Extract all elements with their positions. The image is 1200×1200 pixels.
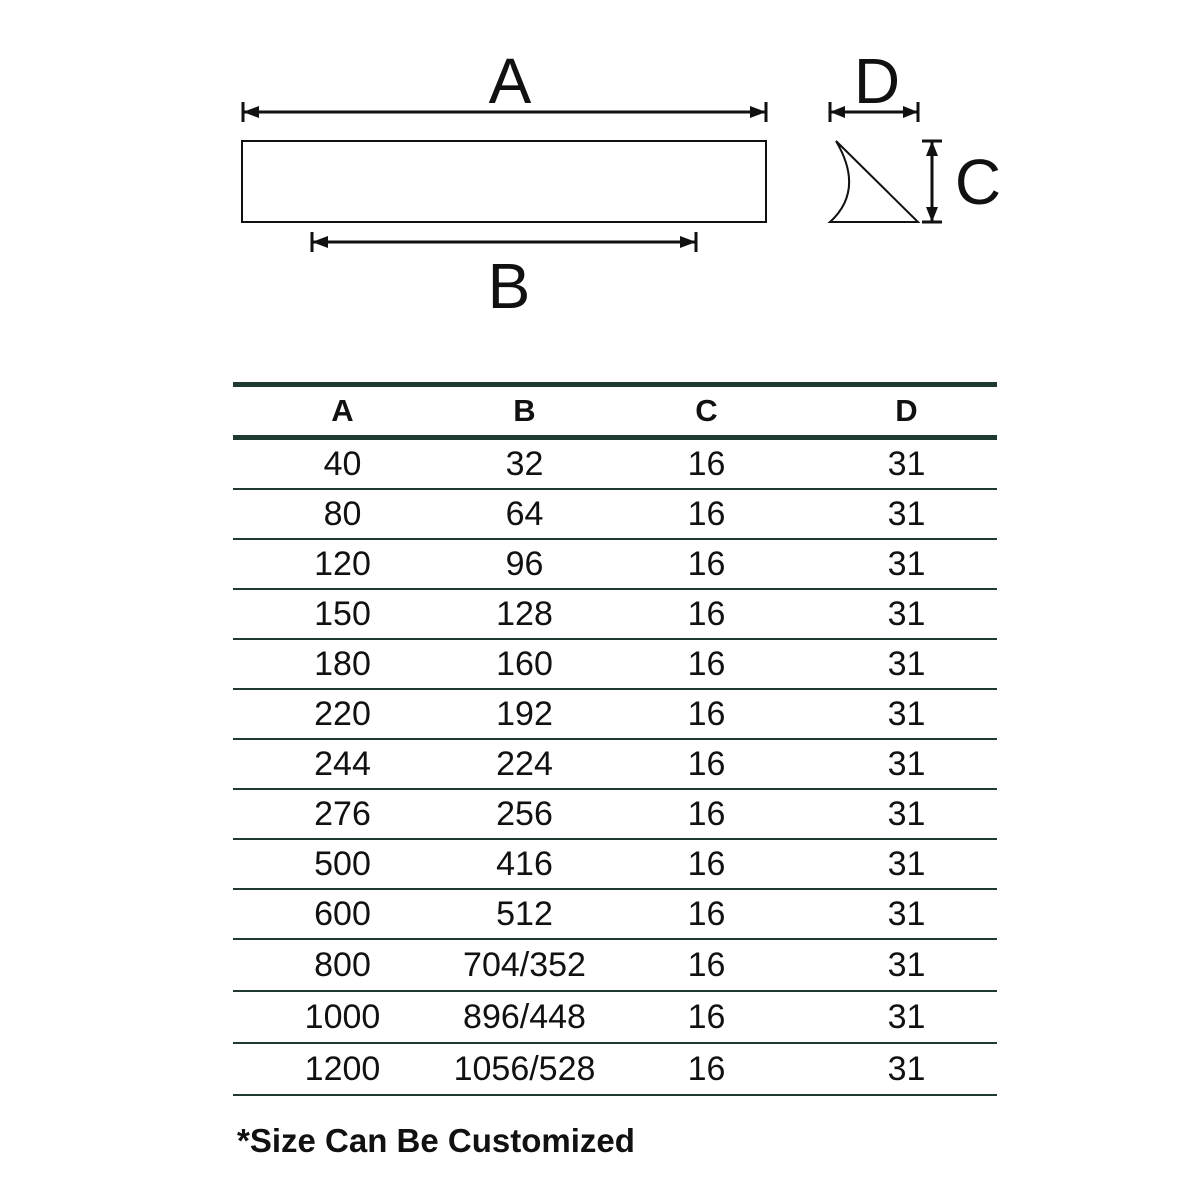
table-row bbox=[233, 889, 997, 939]
cell-c: 16 bbox=[687, 694, 726, 733]
cell-c: 16 bbox=[687, 494, 726, 533]
customization-note: *Size Can Be Customized bbox=[237, 1122, 635, 1159]
cell-c: 16 bbox=[687, 1049, 726, 1088]
cell-b: 416 bbox=[496, 844, 553, 883]
table-row bbox=[233, 839, 997, 889]
cell-a: 276 bbox=[314, 794, 371, 833]
cell-a: 1000 bbox=[304, 997, 381, 1036]
handle-front-outline bbox=[242, 141, 766, 222]
handle-side-profile bbox=[830, 141, 918, 222]
cell-d: 31 bbox=[887, 494, 926, 533]
dimension-b bbox=[312, 232, 696, 322]
cell-b: 192 bbox=[496, 694, 553, 733]
cell-c: 16 bbox=[687, 644, 726, 683]
cell-a: 244 bbox=[314, 744, 371, 783]
dimension-diagram bbox=[0, 0, 1200, 340]
header-d: D bbox=[895, 393, 918, 428]
table-row bbox=[233, 539, 997, 589]
dimension-c bbox=[922, 141, 1001, 222]
label-a: A bbox=[488, 45, 532, 117]
cell-d: 31 bbox=[887, 544, 926, 583]
cell-b: 224 bbox=[496, 744, 553, 783]
cell-c: 16 bbox=[687, 997, 726, 1036]
dimension-a bbox=[243, 45, 766, 122]
table-row bbox=[233, 438, 997, 490]
cell-c: 16 bbox=[687, 844, 726, 883]
cell-c: 16 bbox=[687, 744, 726, 783]
cell-a: 1200 bbox=[304, 1049, 381, 1088]
table-row bbox=[233, 939, 997, 991]
table-row bbox=[233, 991, 997, 1043]
label-c: C bbox=[954, 146, 1002, 218]
size-specification-table bbox=[233, 382, 997, 1096]
table-row bbox=[233, 789, 997, 839]
table-row bbox=[233, 1043, 997, 1095]
cell-a: 80 bbox=[323, 494, 362, 533]
cell-a: 40 bbox=[323, 444, 362, 483]
cell-b: 512 bbox=[496, 894, 553, 933]
cell-a: 120 bbox=[314, 544, 371, 583]
cell-b: 32 bbox=[505, 444, 544, 483]
cell-d: 31 bbox=[887, 894, 926, 933]
cell-c: 16 bbox=[687, 894, 726, 933]
table-row bbox=[233, 739, 997, 789]
cell-d: 31 bbox=[887, 945, 926, 984]
cell-d: 31 bbox=[887, 444, 926, 483]
cell-c: 16 bbox=[687, 594, 726, 633]
cell-c: 16 bbox=[687, 945, 726, 984]
cell-b: 64 bbox=[505, 494, 544, 533]
cell-d: 31 bbox=[887, 644, 926, 683]
table-row bbox=[233, 689, 997, 739]
table-row bbox=[233, 589, 997, 639]
cell-d: 31 bbox=[887, 594, 926, 633]
header-c: C bbox=[695, 393, 718, 428]
cell-d: 31 bbox=[887, 844, 926, 883]
cell-d: 31 bbox=[887, 694, 926, 733]
cell-b: 704/352 bbox=[463, 945, 586, 984]
cell-a: 800 bbox=[314, 945, 371, 984]
label-b: B bbox=[487, 250, 531, 322]
label-d: D bbox=[853, 45, 901, 117]
cell-d: 31 bbox=[887, 1049, 926, 1088]
header-b: B bbox=[513, 393, 536, 428]
table-row bbox=[233, 489, 997, 539]
table-row bbox=[233, 639, 997, 689]
cell-c: 16 bbox=[687, 444, 726, 483]
cell-b: 256 bbox=[496, 794, 553, 833]
cell-b: 1056/528 bbox=[453, 1049, 596, 1088]
dimension-d bbox=[830, 45, 918, 122]
header-a: A bbox=[331, 393, 354, 428]
cell-b: 896/448 bbox=[463, 997, 586, 1036]
cell-a: 500 bbox=[314, 844, 371, 883]
cell-d: 31 bbox=[887, 744, 926, 783]
cell-a: 180 bbox=[314, 644, 371, 683]
cell-c: 16 bbox=[687, 794, 726, 833]
cell-b: 96 bbox=[505, 544, 544, 583]
cell-b: 128 bbox=[496, 594, 553, 633]
table-header bbox=[233, 385, 997, 438]
cell-d: 31 bbox=[887, 997, 926, 1036]
header-row bbox=[233, 385, 997, 438]
cell-c: 16 bbox=[687, 544, 726, 583]
cell-a: 220 bbox=[314, 694, 371, 733]
cell-d: 31 bbox=[887, 794, 926, 833]
cell-b: 160 bbox=[496, 644, 553, 683]
cell-a: 600 bbox=[314, 894, 371, 933]
cell-a: 150 bbox=[314, 594, 371, 633]
table-body bbox=[233, 438, 997, 1096]
